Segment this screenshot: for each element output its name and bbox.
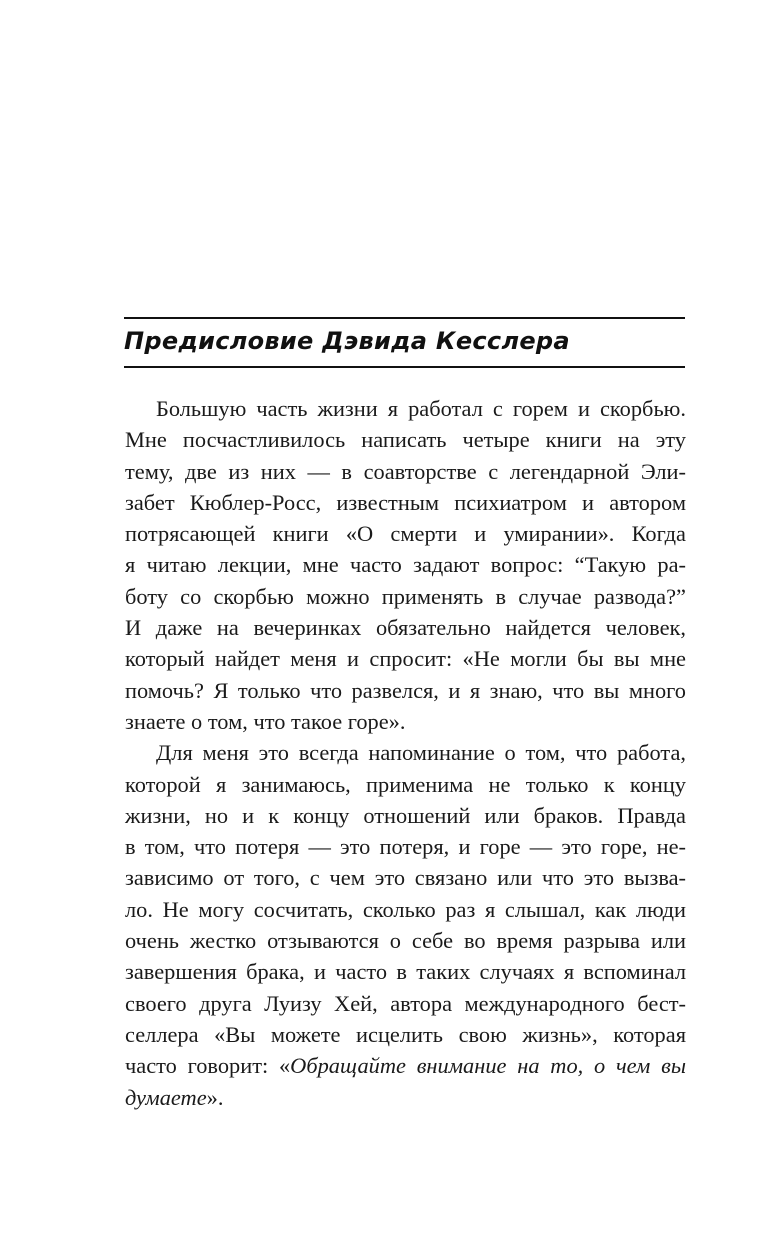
- text-line: очень жестко отзываются о себе во время разрыва или: [125, 928, 686, 954]
- text-line: жизни, но и к концу отношений или браков. Правда: [125, 802, 686, 828]
- text-line: знаете о том, что такое горе».: [125, 708, 406, 734]
- text-line: ло. Не могу сосчитать, сколько раз я слышал, как люди: [125, 896, 686, 922]
- paragraph-1: [125, 393, 686, 737]
- text-line: селлера «Вы можете исцелить свою жизнь», которая: [125, 1021, 686, 1047]
- paragraph-2: [125, 737, 686, 1113]
- text-line: который найдет меня и спросит: «Не могли бы вы мне: [125, 646, 686, 672]
- text-line: своего друга Луизу Хей, автора международного бест-: [125, 990, 686, 1016]
- final-italic: думаете: [125, 1084, 207, 1110]
- final-suffix: ».: [206, 1084, 224, 1110]
- text-line: И даже на вечеринках обязательно найдется человек,: [125, 615, 686, 641]
- text-line: в том, что потеря — это потеря, и горе — это горе, не-: [125, 834, 686, 860]
- heading-bottom-rule: [124, 366, 685, 368]
- text-line: я читаю лекции, мне часто задают вопрос: “Такую ра-: [125, 552, 686, 578]
- text-line: потрясающей книги «О смерти и умирании». Когда: [125, 521, 686, 547]
- text-line: Для меня это всегда напоминание о том, что работа,: [156, 740, 686, 766]
- text-line: тему, две из них — в соавторстве с легендарной Эли-: [125, 458, 686, 484]
- final-line: [125, 1082, 686, 1113]
- text-line: забет Кюблер-Росс, известным психиатром и автором: [125, 489, 686, 515]
- quote-line: [125, 1050, 686, 1081]
- text-line: зависимо от того, с чем это связано или что это вызва-: [125, 865, 686, 891]
- chapter-heading: Предисловие Дэвида Кесслера: [124, 327, 570, 355]
- text-line: Мне посчастливилось написать четыре книги на эту: [125, 427, 686, 453]
- body-text: [125, 393, 686, 1113]
- text-line: боту со скорбью можно применять в случае развода?”: [125, 583, 686, 609]
- text-line: завершения брака, и часто в таких случаях я вспоминал: [125, 959, 686, 985]
- text-line: Большую часть жизни я работал с горем и скорбью.: [156, 396, 686, 421]
- quote-prefix: часто говорит: «: [125, 1053, 291, 1079]
- heading-top-rule: [124, 317, 685, 319]
- text-line: которой я занимаюсь, применима не только к концу: [125, 771, 686, 797]
- quote-italic: Обращайте внимание на то, о чем вы: [290, 1053, 686, 1079]
- text-line: помочь? Я только что развелся, и я знаю, что вы много: [125, 677, 686, 703]
